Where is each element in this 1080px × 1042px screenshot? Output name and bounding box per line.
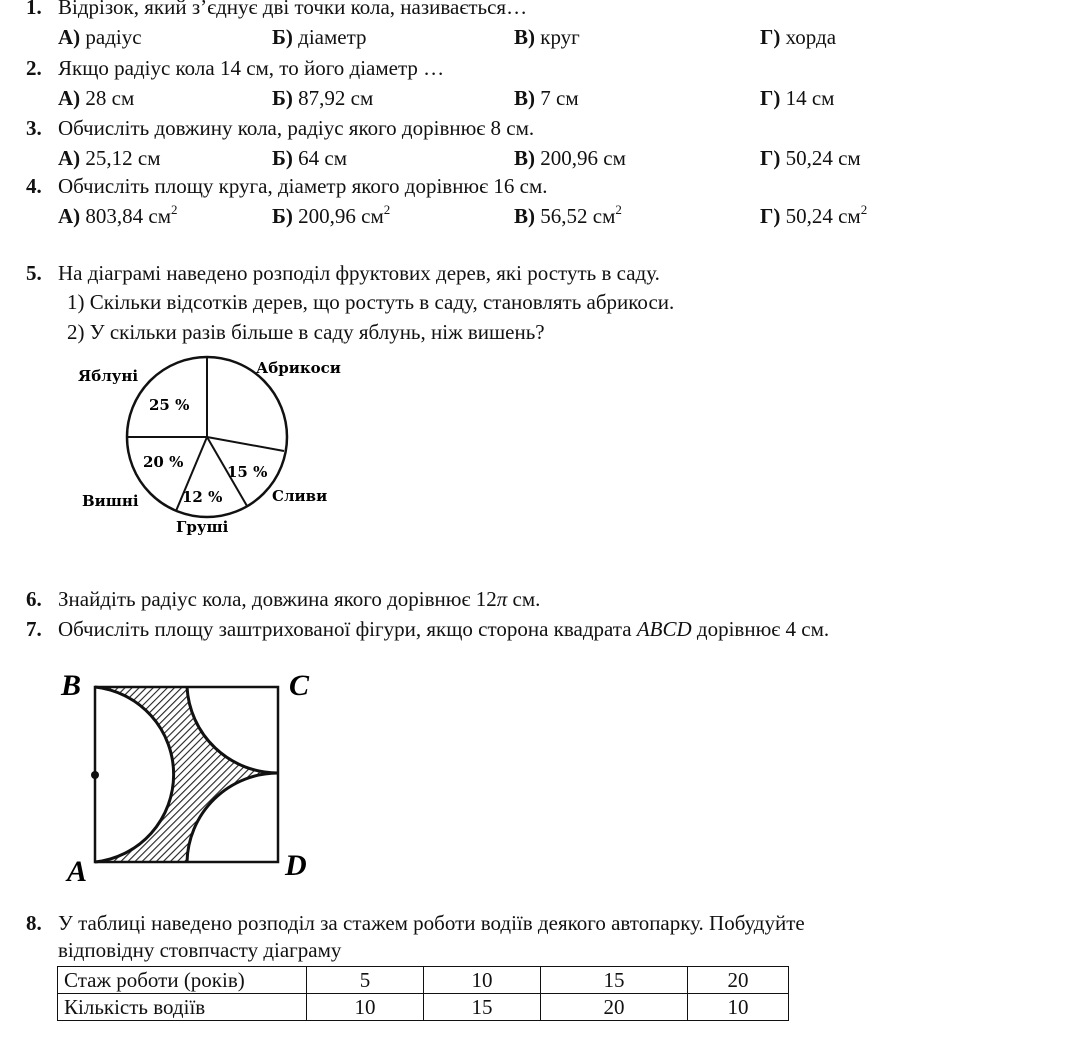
option-letter: А) [58, 25, 81, 49]
answer-option [58, 204, 178, 228]
square-figure [55, 665, 330, 890]
answer-option [514, 86, 579, 110]
fruit-trees-pie-chart [60, 350, 360, 550]
table-row [58, 994, 789, 1021]
option-text: круг [540, 25, 580, 49]
option-letter: Г) [760, 204, 781, 228]
pie-label-apples: Яблуні [78, 367, 139, 385]
option-text: хорда [785, 25, 837, 49]
answer-option [58, 86, 134, 110]
option-text: 803,84 см [85, 204, 172, 228]
option-letter: А) [58, 204, 81, 228]
subquestion-2: 2) У скільки разів більше в саду яблунь, ніж вишень? [67, 320, 545, 344]
option-text: 50,24 см [785, 204, 861, 228]
table-row-header: Кількість водіїв [58, 994, 307, 1021]
option-text: 28 см [85, 86, 135, 110]
option-letter: В) [514, 25, 535, 49]
midpoint-dot [91, 771, 99, 779]
answer-option [514, 146, 626, 170]
table-row [58, 967, 789, 994]
answer-option [272, 25, 367, 49]
option-superscript: 2 [615, 202, 622, 217]
answer-option [514, 25, 580, 49]
option-text: 200,96 см [540, 146, 626, 170]
option-text: 200,96 см [298, 204, 384, 228]
option-letter: Г) [760, 146, 781, 170]
question-number: 3. [26, 116, 42, 140]
answer-option [760, 204, 867, 228]
answer-option [760, 146, 861, 170]
drivers-experience-table [57, 966, 789, 1021]
table-cell: 10 [688, 994, 789, 1021]
answer-option [272, 204, 390, 228]
pie-percent-plums: 15 % [227, 463, 268, 481]
answer-option [514, 204, 622, 228]
table-cell: 15 [541, 967, 688, 994]
question-number: 1. [26, 0, 42, 19]
option-text: 25,12 см [85, 146, 161, 170]
question-text: Відрізок, який з’єднує дві точки кола, називається… [58, 0, 528, 19]
table-cell: 10 [307, 994, 424, 1021]
option-letter: А) [58, 146, 81, 170]
table-cell: 10 [424, 967, 541, 994]
answer-option [58, 25, 142, 49]
vertex-label-d: D [285, 849, 307, 882]
question-text-line1: У таблиці наведено розподіл за стажем роботи водіїв деякого автопарку. Побудуйте [58, 911, 805, 935]
option-text: 7 см [540, 86, 579, 110]
question-text: Знайдіть радіус кола, довжина якого дорівнює 12π см. [58, 587, 541, 611]
question-number: 5. [26, 261, 42, 285]
vertex-label-a: A [67, 855, 88, 888]
option-letter: Б) [272, 25, 293, 49]
option-text: 56,52 см [540, 204, 616, 228]
answer-option [272, 146, 347, 170]
option-letter: Г) [760, 86, 781, 110]
question-text: Обчисліть площу заштрихованої фігури, якщо сторона квадрата ABCD дорівнює 4 см. [58, 617, 830, 641]
option-letter: А) [58, 86, 81, 110]
question-text-line2: відповідну стовпчасту діаграму [58, 938, 342, 962]
option-letter: В) [514, 146, 535, 170]
table-cell: 20 [541, 994, 688, 1021]
pie-percent-pears: 12 % [182, 488, 223, 506]
answer-option [760, 86, 834, 110]
question-text: Якщо радіус кола 14 см, то його діаметр … [58, 56, 445, 80]
pie-divider [207, 437, 284, 451]
option-text: радіус [85, 25, 142, 49]
option-text: 14 см [785, 86, 835, 110]
table-cell: 15 [424, 994, 541, 1021]
question-number: 6. [26, 587, 42, 611]
answer-option [760, 25, 836, 49]
question-text: На діаграмі наведено розподіл фруктових дерев, які ростуть в саду. [58, 261, 660, 285]
question-number: 4. [26, 174, 42, 198]
answer-option [272, 86, 373, 110]
option-superscript: 2 [383, 202, 391, 217]
table-row-header: Стаж роботи (років) [58, 967, 307, 994]
option-text: 50,24 см [785, 146, 861, 170]
option-letter: Б) [272, 204, 293, 228]
vertex-label-c: C [289, 669, 310, 702]
option-letter: Б) [272, 86, 293, 110]
pie-label-apricots: Абрикоси [256, 359, 341, 377]
shaded-region [95, 687, 278, 862]
pie-percent-cherries: 20 % [143, 453, 184, 471]
option-letter: В) [514, 204, 535, 228]
option-superscript: 2 [171, 202, 178, 217]
option-text: 87,92 см [298, 86, 374, 110]
question-number: 2. [26, 56, 42, 80]
option-text: 64 см [298, 146, 348, 170]
option-letter: Б) [272, 146, 293, 170]
option-text: діаметр [298, 25, 367, 49]
question-text: Обчисліть площу круга, діаметр якого дорівнює 16 см. [58, 174, 548, 198]
pie-label-plums: Сливи [272, 487, 328, 505]
table-cell: 20 [688, 967, 789, 994]
option-letter: В) [514, 86, 535, 110]
answer-option [58, 146, 161, 170]
pie-label-cherries: Вишні [82, 492, 139, 510]
pie-label-pears: Груші [176, 518, 229, 536]
subquestion-1: 1) Скільки відсотків дерев, що ростуть в саду, становлять абрикоси. [67, 290, 675, 314]
question-number: 8. [26, 911, 42, 935]
pie-percent-apples: 25 % [149, 396, 190, 414]
option-letter: Г) [760, 25, 781, 49]
table-cell: 5 [307, 967, 424, 994]
vertex-label-b: B [61, 669, 82, 702]
option-superscript: 2 [860, 202, 868, 217]
question-text: Обчисліть довжину кола, радіус якого дорівнює 8 см. [58, 116, 535, 140]
question-number: 7. [26, 617, 42, 641]
